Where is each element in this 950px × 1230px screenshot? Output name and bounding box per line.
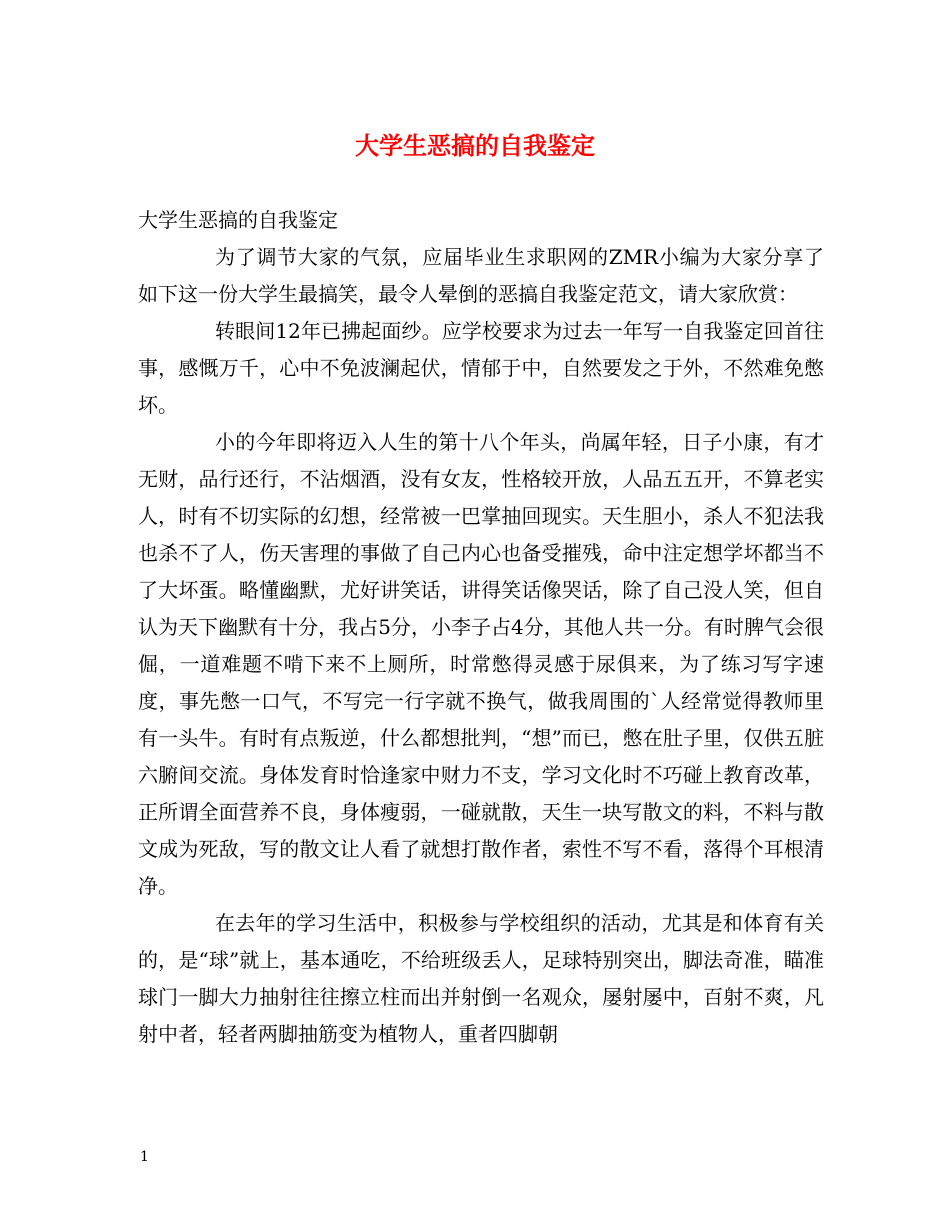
paragraph-retrospect: 转眼间12年已拂起面纱。应学校要求为过去一年写一自我鉴定回首往事，感慨万千，心中不免波澜起伏，情郁于中，自然要发之于外，不然难免憋坏。	[138, 319, 824, 417]
paragraph-activities: 在去年的学习生活中，积极参与学校组织的活动，尤其是和体育有关的，是“球”就上，基本通吃，不给班级丢人，足球特别突出，脚法奇准，瞄准球门一脚大力抽射往往擦立柱而出并射倒一名观众，屡射屡中，百射不爽，凡射中者，轻者两脚抽筋变为植物人，重者四脚朝	[138, 911, 824, 1046]
paragraph-self-description: 小的今年即将迈入人生的第十八个年头，尚属年轻，日子小康，有才无财，品行还行，不沾烟酒，没有女友，性格较开放，人品五五开，不算老实人，时有不切实际的幻想，经常被一巴掌抽回现实。天生胆小，杀人不犯法我也杀不了人，伤天害理的事做了自己内心也备受摧残，命中注定想学坏都当不了大坏蛋。略懂幽默，尤好讲笑话，讲得笑话像哭话，除了自己没人笑，但自认为天下幽默有十分，我占5分，小李子占4分，其他人共一分。有时脾气会很倔，一道难题不啃下来不上厕所，时常憋得灵感于尿俱来，为了练习写字速度，事先憋一口气，不写完一行字就不换气，做我周围的`人经常觉得教师里有一头牛。有时有点叛逆，什么都想批判，“想”而已，憋在肚子里，仅供五脏六腑间交流。身体发育时恰逢家中财力不支，学习文化时不巧碰上教育改革，正所谓全面营养不良，身体瘦弱，一碰就散，天生一块写散文的料，不料与散文成为死敌，写的散文让人看了就想打散作者，索性不写不看，落得个耳根清净。	[138, 430, 824, 898]
paragraph-intro: 为了调节大家的气氛，应届毕业生求职网的ZMR小编为大家分享了如下这一份大学生最搞笑，最令人晕倒的恶搞自我鉴定范文，请大家欣赏：	[138, 245, 824, 306]
document-subtitle: 大学生恶搞的自我鉴定	[138, 208, 338, 232]
document-title: 大学生恶搞的自我鉴定	[355, 131, 595, 160]
page-number: 1	[140, 1149, 149, 1165]
document-body	[138, 202, 824, 1053]
